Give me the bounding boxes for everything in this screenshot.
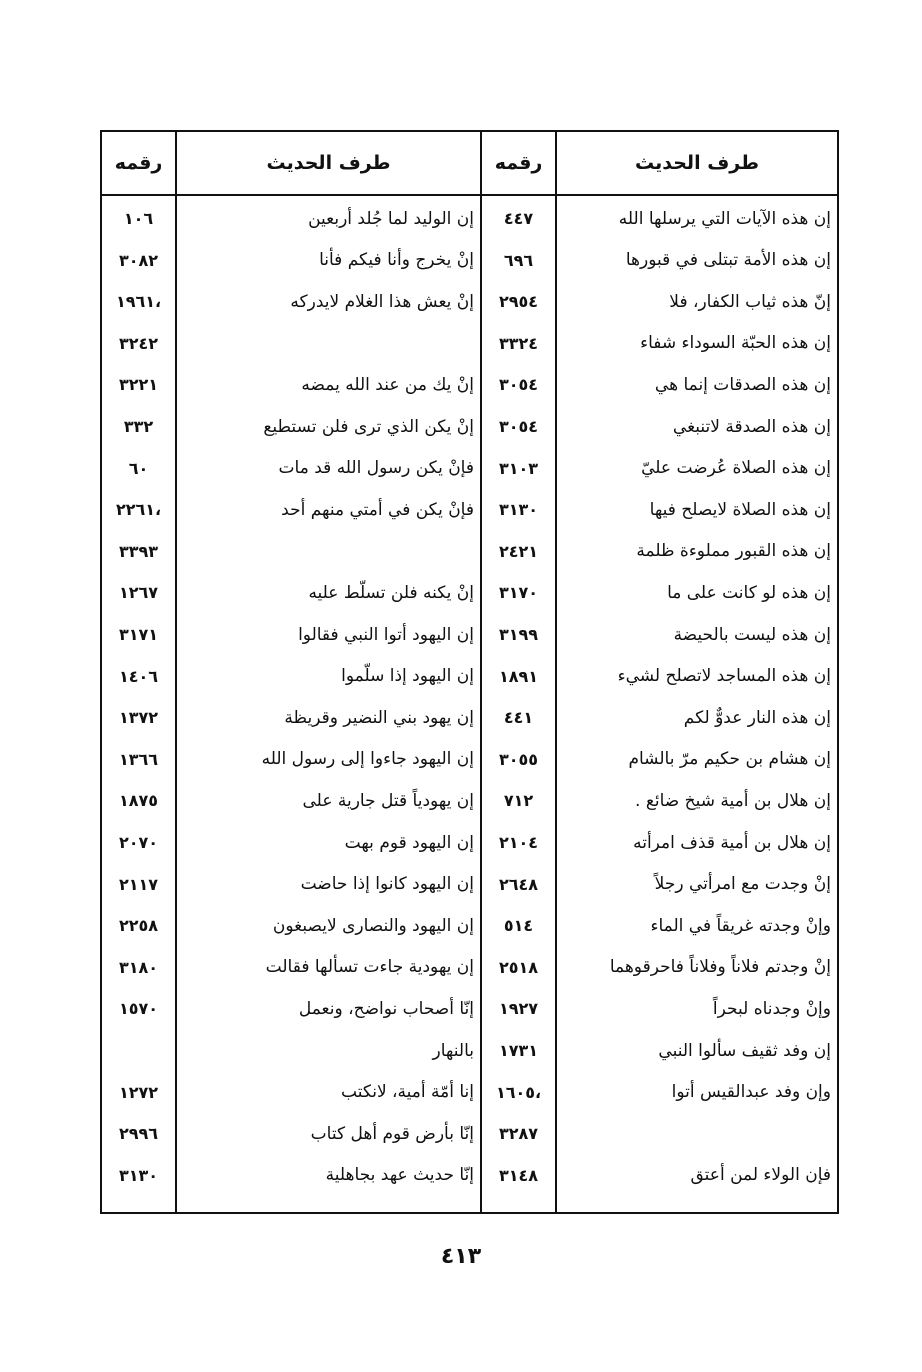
table-row: [102, 1155, 837, 1196]
hadith-number: ٢٩٥٤: [498, 292, 539, 312]
hadith-text: إن وفد ثقيف سألوا النبي: [658, 1040, 831, 1061]
table-row: [102, 822, 837, 863]
hadith-text: إن هذه الصلاة لايصلح فيها: [649, 499, 831, 520]
table-row: [102, 1072, 837, 1113]
hadith-number: ١٣٦٦: [118, 749, 159, 769]
hadith-index-table: [100, 130, 839, 1214]
hadith-number: ١٧٣١: [498, 1041, 539, 1060]
hadith-text: إن اليهود قوم بهت: [344, 832, 474, 853]
hadith-text: إن هذه ليست بالحيضة: [673, 624, 831, 645]
hadith-number: ١٢٧٢: [118, 1082, 159, 1102]
hadith-number: ٣٠٥٥: [498, 749, 539, 769]
table-row: [102, 614, 837, 655]
table-row: [102, 240, 837, 281]
table-row: [102, 572, 837, 613]
hadith-number: ٣٠٥٤: [498, 375, 539, 395]
header-left-text: طرف الحديث: [266, 152, 391, 174]
hadith-text: إنْ يخرج وأنا فيكم فأنا: [319, 250, 474, 271]
hadith-number: ٣١٤٨: [498, 1165, 539, 1185]
hadith-text: إن اليهود كانوا إذا حاضت: [300, 874, 474, 895]
hadith-text: إن يهود بني النضير وقريظة: [284, 707, 474, 728]
hadith-text: إنا أمّة أمية، لانكتب: [341, 1082, 474, 1103]
hadith-number: ٢٦٤٨: [498, 874, 539, 894]
hadith-text: بالنهار: [432, 1040, 474, 1061]
hadith-number: [102, 1030, 175, 1071]
hadith-text: إن هذه الحبّة السوداء شفاء: [640, 333, 831, 354]
table-row: [102, 364, 837, 405]
header-right-text: طرف الحديث: [635, 152, 759, 174]
table-row: [102, 947, 837, 988]
table-row: [102, 531, 837, 572]
hadith-number: ١٠٦: [123, 209, 154, 228]
hadith-number: ١٢٦٧: [118, 583, 159, 603]
hadith-number: ٣١٧١: [118, 625, 159, 644]
hadith-text: إن اليهود أتوا النبي فقالوا: [298, 624, 474, 645]
hadith-number: ٢٩٩٦: [118, 1124, 159, 1144]
header-left-num: رقمه: [114, 152, 163, 174]
hadith-number: ٣٣٢: [123, 417, 154, 436]
hadith-number: ٥١٤: [503, 916, 534, 936]
hadith-text: إنّا بأرض قوم أهل كتاب: [310, 1123, 474, 1144]
hadith-number: ٣١٨٠: [118, 957, 159, 977]
hadith-text: إن هذه النار عدوٌّ لكم: [683, 707, 831, 728]
hadith-number: ٣٠٨٢: [118, 250, 159, 270]
hadith-number: ٢١٠٤: [498, 833, 539, 852]
hadith-text: إن هذه الصدقة لاتنبغي: [672, 416, 831, 437]
hadith-number: ٣١٣٠: [498, 500, 539, 520]
hadith-number: ٣٢٤٢: [118, 333, 159, 353]
hadith-number: ،١٩٦١: [115, 292, 162, 312]
table-row: [102, 489, 837, 530]
hadith-text: إن هذه المساجد لاتصلح لشيء: [617, 666, 831, 687]
table-row: [102, 1113, 837, 1154]
hadith-text: إن هذه الأمة تبتلى في قبورها: [625, 250, 831, 271]
hadith-number: ١٣٧٢: [118, 708, 159, 728]
hadith-number: ٤٤٧: [503, 209, 534, 228]
hadith-text: وإنْ وجدته غريقاً في الماء: [650, 915, 831, 936]
hadith-number: ٣١٣٠: [118, 1165, 159, 1185]
hadith-text: إن الوليد لما جُلد أربعين: [308, 208, 474, 229]
hadith-number: ٣٢٨٧: [498, 1124, 539, 1144]
hadith-number: ٦٩٦: [503, 250, 534, 270]
table-row: [102, 780, 837, 821]
hadith-text: إنْ يكن الذي ترى فلن تستطيع: [263, 416, 474, 437]
hadith-number: ٢٢٥٨: [118, 916, 159, 936]
hadith-number: ١٩٢٧: [498, 999, 539, 1019]
hadith-text: إن هذه لو كانت على ما: [667, 582, 831, 603]
hadith-number: ١٤٠٦: [118, 666, 159, 686]
hadith-number: ٣٠٥٤: [498, 417, 539, 436]
table-row: [102, 864, 837, 905]
table-row: [102, 1030, 837, 1071]
table-row: [102, 448, 837, 489]
hadith-text: إن هلال بن أمية قذف امرأته: [633, 832, 831, 853]
hadith-number: ٢٠٧٠: [118, 833, 159, 852]
hadith-text: إن يهودياً قتل جارية على: [302, 790, 474, 811]
hadith-number: ،١٦٠٥: [495, 1082, 542, 1102]
hadith-number: ٣١٧٠: [498, 583, 539, 603]
hadith-number: ٢٤٢١: [498, 541, 539, 561]
hadith-text: إن اليهود إذا سلّموا: [341, 666, 474, 687]
hadith-text: إن هذه القبور مملوءة ظلمة: [636, 541, 831, 562]
hadith-text: [177, 323, 480, 364]
hadith-number: ٦٠: [128, 458, 149, 478]
hadith-text: إنْ يعش هذا الغلام لايدركه: [290, 291, 474, 312]
hadith-text: إنْ يك من عند الله يمضه: [301, 374, 474, 395]
hadith-text: إن هلال بن أمية شيخ ضائع .: [635, 790, 831, 811]
table-row: [102, 988, 837, 1029]
hadith-number: ٣١٩٩: [498, 625, 539, 644]
hadith-number: ١٥٧٠: [118, 999, 159, 1019]
table-row: [102, 656, 837, 697]
hadith-number: ،٢٢٦١: [115, 500, 162, 520]
hadith-number: ٣٣٩٣: [118, 541, 159, 561]
hadith-text: إنْ وجدت مع امرأتي رجلاً: [654, 874, 831, 895]
hadith-text: إنّا أصحاب نواضح، ونعمل: [298, 998, 474, 1019]
hadith-number: ١٨٧٥: [118, 791, 159, 811]
hadith-number: ٤٤١: [503, 708, 534, 728]
hadith-text: إن هشام بن حكيم مرّ بالشام: [628, 749, 831, 770]
hadith-text: إنّا حديث عهد بجاهلية: [325, 1165, 474, 1186]
table-row: [102, 905, 837, 946]
hadith-text: إن اليهود والنصارى لايصبغون: [272, 915, 474, 936]
hadith-text: إنْ يكنه فلن تسلّط عليه: [308, 582, 474, 603]
table-row: [102, 198, 837, 239]
hadith-number: ٣٣٢٤: [498, 333, 539, 353]
table-row: [102, 406, 837, 447]
hadith-number: ٣١٠٣: [498, 458, 539, 478]
hadith-number: ٧١٢: [503, 791, 534, 811]
header-divider: [102, 194, 837, 196]
hadith-number: ١٨٩١: [498, 666, 539, 686]
header-right-num: رقمه: [494, 152, 543, 174]
hadith-text: وإن وفد عبدالقيس أتوا: [671, 1082, 831, 1103]
hadith-text: إن يهودية جاءت تسألها فقالت: [265, 957, 474, 978]
hadith-text: إنّ هذه ثياب الكفار، فلا: [669, 291, 831, 312]
page-number: ٤١٣: [440, 1244, 482, 1269]
table-row: [102, 739, 837, 780]
hadith-text: فإن الولاء لمن أعتق: [690, 1165, 831, 1186]
hadith-text: إن هذه الصلاة عُرضت عليّ: [641, 458, 831, 479]
hadith-number: ٢١١٧: [118, 874, 159, 894]
hadith-text: إن هذه الصدقات إنما هي: [654, 374, 831, 395]
hadith-text: [557, 1113, 837, 1154]
table-row: [102, 323, 837, 364]
hadith-text: فإنْ يكن رسول الله قد مات: [278, 458, 474, 479]
hadith-number: ٣٢٢١: [118, 375, 159, 395]
hadith-text: فإنْ يكن في أمتي منهم أحد: [281, 499, 474, 520]
hadith-text: إن هذه الآيات التي يرسلها الله: [618, 208, 831, 229]
hadith-text: [177, 531, 480, 572]
hadith-text: إن اليهود جاءوا إلى رسول الله: [261, 749, 474, 770]
hadith-text: وإنْ وجدناه لبحراً: [712, 998, 831, 1019]
table-row: [102, 281, 837, 322]
table-row: [102, 697, 837, 738]
hadith-text: إنْ وجدتم فلاناً وفلاناً فاحرقوهما: [609, 957, 831, 978]
hadith-number: ٢٥١٨: [498, 957, 539, 977]
